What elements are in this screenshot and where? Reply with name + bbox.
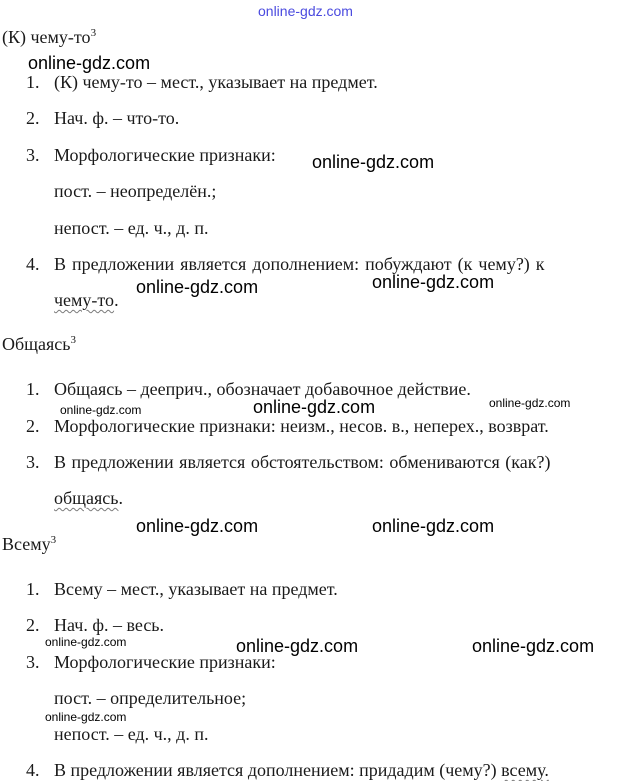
section-heading-obshchayas [2,335,76,353]
section-heading-chemu-to [2,28,96,46]
heading-sup: 3 [50,534,57,546]
watermark: online-gdz.com [60,403,142,417]
watermark: online-gdz.com [372,516,495,536]
watermark-top: online-gdz.com [258,3,353,19]
heading-sup: 3 [70,334,76,346]
item-text: В предложении является дополнением: побуждают (к чему?) к [54,254,545,274]
item-number: 4. [26,760,40,780]
item-number: 3. [26,452,40,472]
item-subline: непост. – ед. ч., д. п. [54,218,209,238]
item-subline: непост. – ед. ч., д. п. [54,724,209,744]
item-text: Морфологические признаки: [54,145,276,165]
watermark: online-gdz.com [372,272,495,292]
heading-text: Общаясь [2,334,71,354]
section-heading-vsemu [2,535,56,553]
item-text: В предложении является обстоятельством: обмениваются (как?) [54,452,551,472]
watermark: online-gdz.com [236,636,359,656]
item-text [54,761,549,779]
punctuation: . [114,290,119,310]
item-text: Общаясь – дееприч., обозначает добавочное действие. [54,379,471,399]
item-text: Морфологические признаки: [54,652,276,672]
item-continuation [54,489,123,507]
underlined-word: всему. [501,760,549,780]
item-text: Всему – мест., указывает на предмет. [54,579,338,599]
item-number: 1. [26,72,40,92]
underlined-word: чему-то [54,290,115,310]
watermark: online-gdz.com [136,516,259,536]
watermark: online-gdz.com [472,636,595,656]
item-subline: пост. – неопределён.; [54,181,217,201]
heading-text: (К) чему-то [2,27,91,47]
watermark: online-gdz.com [312,152,435,172]
item-text: Морфологические признаки: неизм., несов. в., неперех., возврат. [54,416,549,436]
heading-sup: 3 [90,27,97,39]
watermark: online-gdz.com [489,396,571,410]
item-text: Нач. ф. – весь. [54,615,165,635]
item-continuation [54,291,119,309]
item-number: 1. [26,379,40,399]
watermark: online-gdz.com [253,397,376,417]
item-number: 1. [26,579,40,599]
item-number: 2. [26,108,40,128]
item-text: (К) чему-то – мест., указывает на предмет. [54,72,378,92]
punctuation: . [118,488,123,508]
watermark: online-gdz.com [45,635,127,649]
item-text: Нач. ф. – что-то. [54,108,180,128]
item-text-main: В предложении является дополнением: придадим (чему?) [54,760,497,780]
heading-text: Всему [2,534,51,554]
underlined-word: общаясь [54,488,119,508]
watermark: online-gdz.com [136,277,259,297]
watermark: online-gdz.com [28,53,151,73]
item-number: 4. [26,254,40,274]
item-subline: пост. – определительное; [54,688,247,708]
watermark: online-gdz.com [45,710,127,724]
item-number: 3. [26,652,40,672]
item-number: 2. [26,615,40,635]
item-number: 2. [26,416,40,436]
item-number: 3. [26,145,40,165]
